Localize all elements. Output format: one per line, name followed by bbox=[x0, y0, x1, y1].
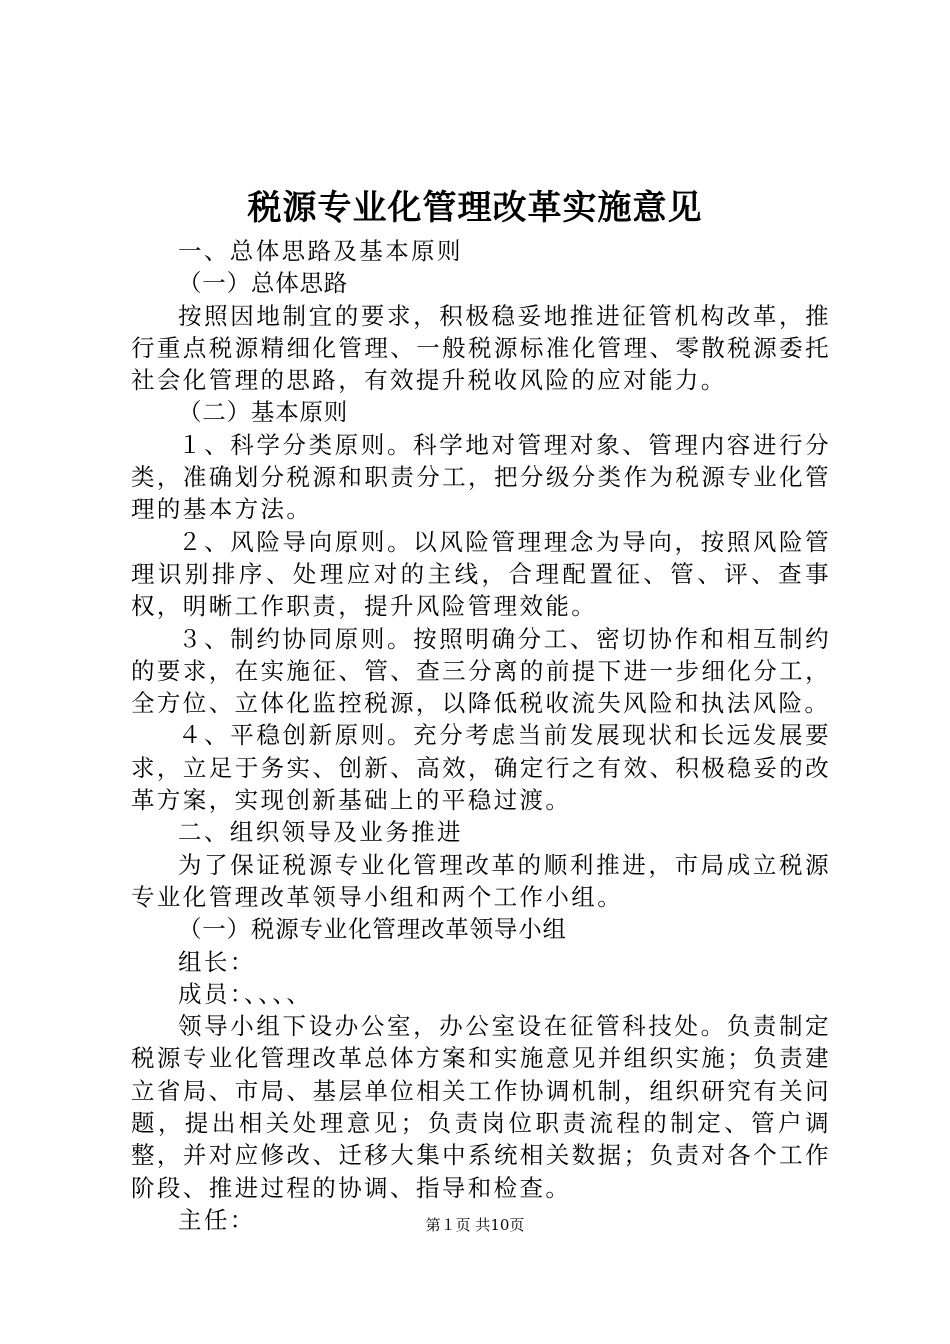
paragraph-organization: 为了保证税源专业化管理改革的顺利推进，市局成立税源专业化管理改革领导小组和两个工作小组。 bbox=[131, 850, 831, 911]
paragraph-office-duties: 领导小组下设办公室，办公室设在征管科技处。负责制定税源专业化管理改革总体方案和实施意见并组织实施；负责建立省局、市局、基层单位相关工作协调机制，组织研究有关问题，提出相关处理意见；负责岗位职责流程的制定、管户调整，并对应修改、迁移大集中系统相关数据；负责对各个工作阶段、推进过程的协调、指导和检查。 bbox=[131, 1012, 831, 1202]
team-members-line: 成员：、、、、 bbox=[178, 979, 313, 1008]
paragraph-overall-approach: 按照因地制宜的要求，积极稳妥地推进征管机构改革，推行重点税源精细化管理、一般税源标准化管理、零散税源委托社会化管理的思路，有效提升税收风险的应对能力。 bbox=[131, 301, 831, 395]
document-body bbox=[131, 235, 831, 1236]
section-heading-1: 一、总体思路及基本原则 bbox=[178, 237, 463, 265]
section-heading-2: 二、组织领导及业务推进 bbox=[178, 818, 463, 847]
document-title: 税源专业化管理改革实施意见 bbox=[247, 188, 703, 228]
principle-3: ３、制约协同原则。按照明确分工、密切协作和相互制约的要求，在实施征、管、查三分离的前提下进一步细化分工，全方位、立体化监控税源，以降低税收流失风险和执法风险。 bbox=[131, 624, 831, 718]
principle-4: ４、平稳创新原则。充分考虑当前发展现状和长远发展要求，立足于务实、创新、高效，确定行之有效、积极稳妥的改革方案，实现创新基础上的平稳过渡。 bbox=[131, 721, 831, 815]
principle-1: １、科学分类原则。科学地对管理对象、管理内容进行分类，准确划分税源和职责分工，把分级分类作为税源专业化管理的基本方法。 bbox=[131, 430, 831, 524]
subsection-heading-2-1: （一）税源专业化管理改革领导小组 bbox=[178, 915, 567, 944]
page-footer: 第１页 共10页 bbox=[425, 1216, 525, 1234]
subsection-heading-1-2: （二）基本原则 bbox=[178, 398, 349, 427]
principle-2: ２、风险导向原则。以风险管理理念为导向，按照风险管理识别排序、处理应对的主线，合理配置征、管、评、查事权，明晰工作职责，提升风险管理效能。 bbox=[131, 527, 831, 621]
subsection-heading-1-1: （一）总体思路 bbox=[178, 269, 349, 298]
team-leader-line: 组长： bbox=[178, 947, 256, 976]
director-line: 主任： bbox=[178, 1205, 256, 1234]
